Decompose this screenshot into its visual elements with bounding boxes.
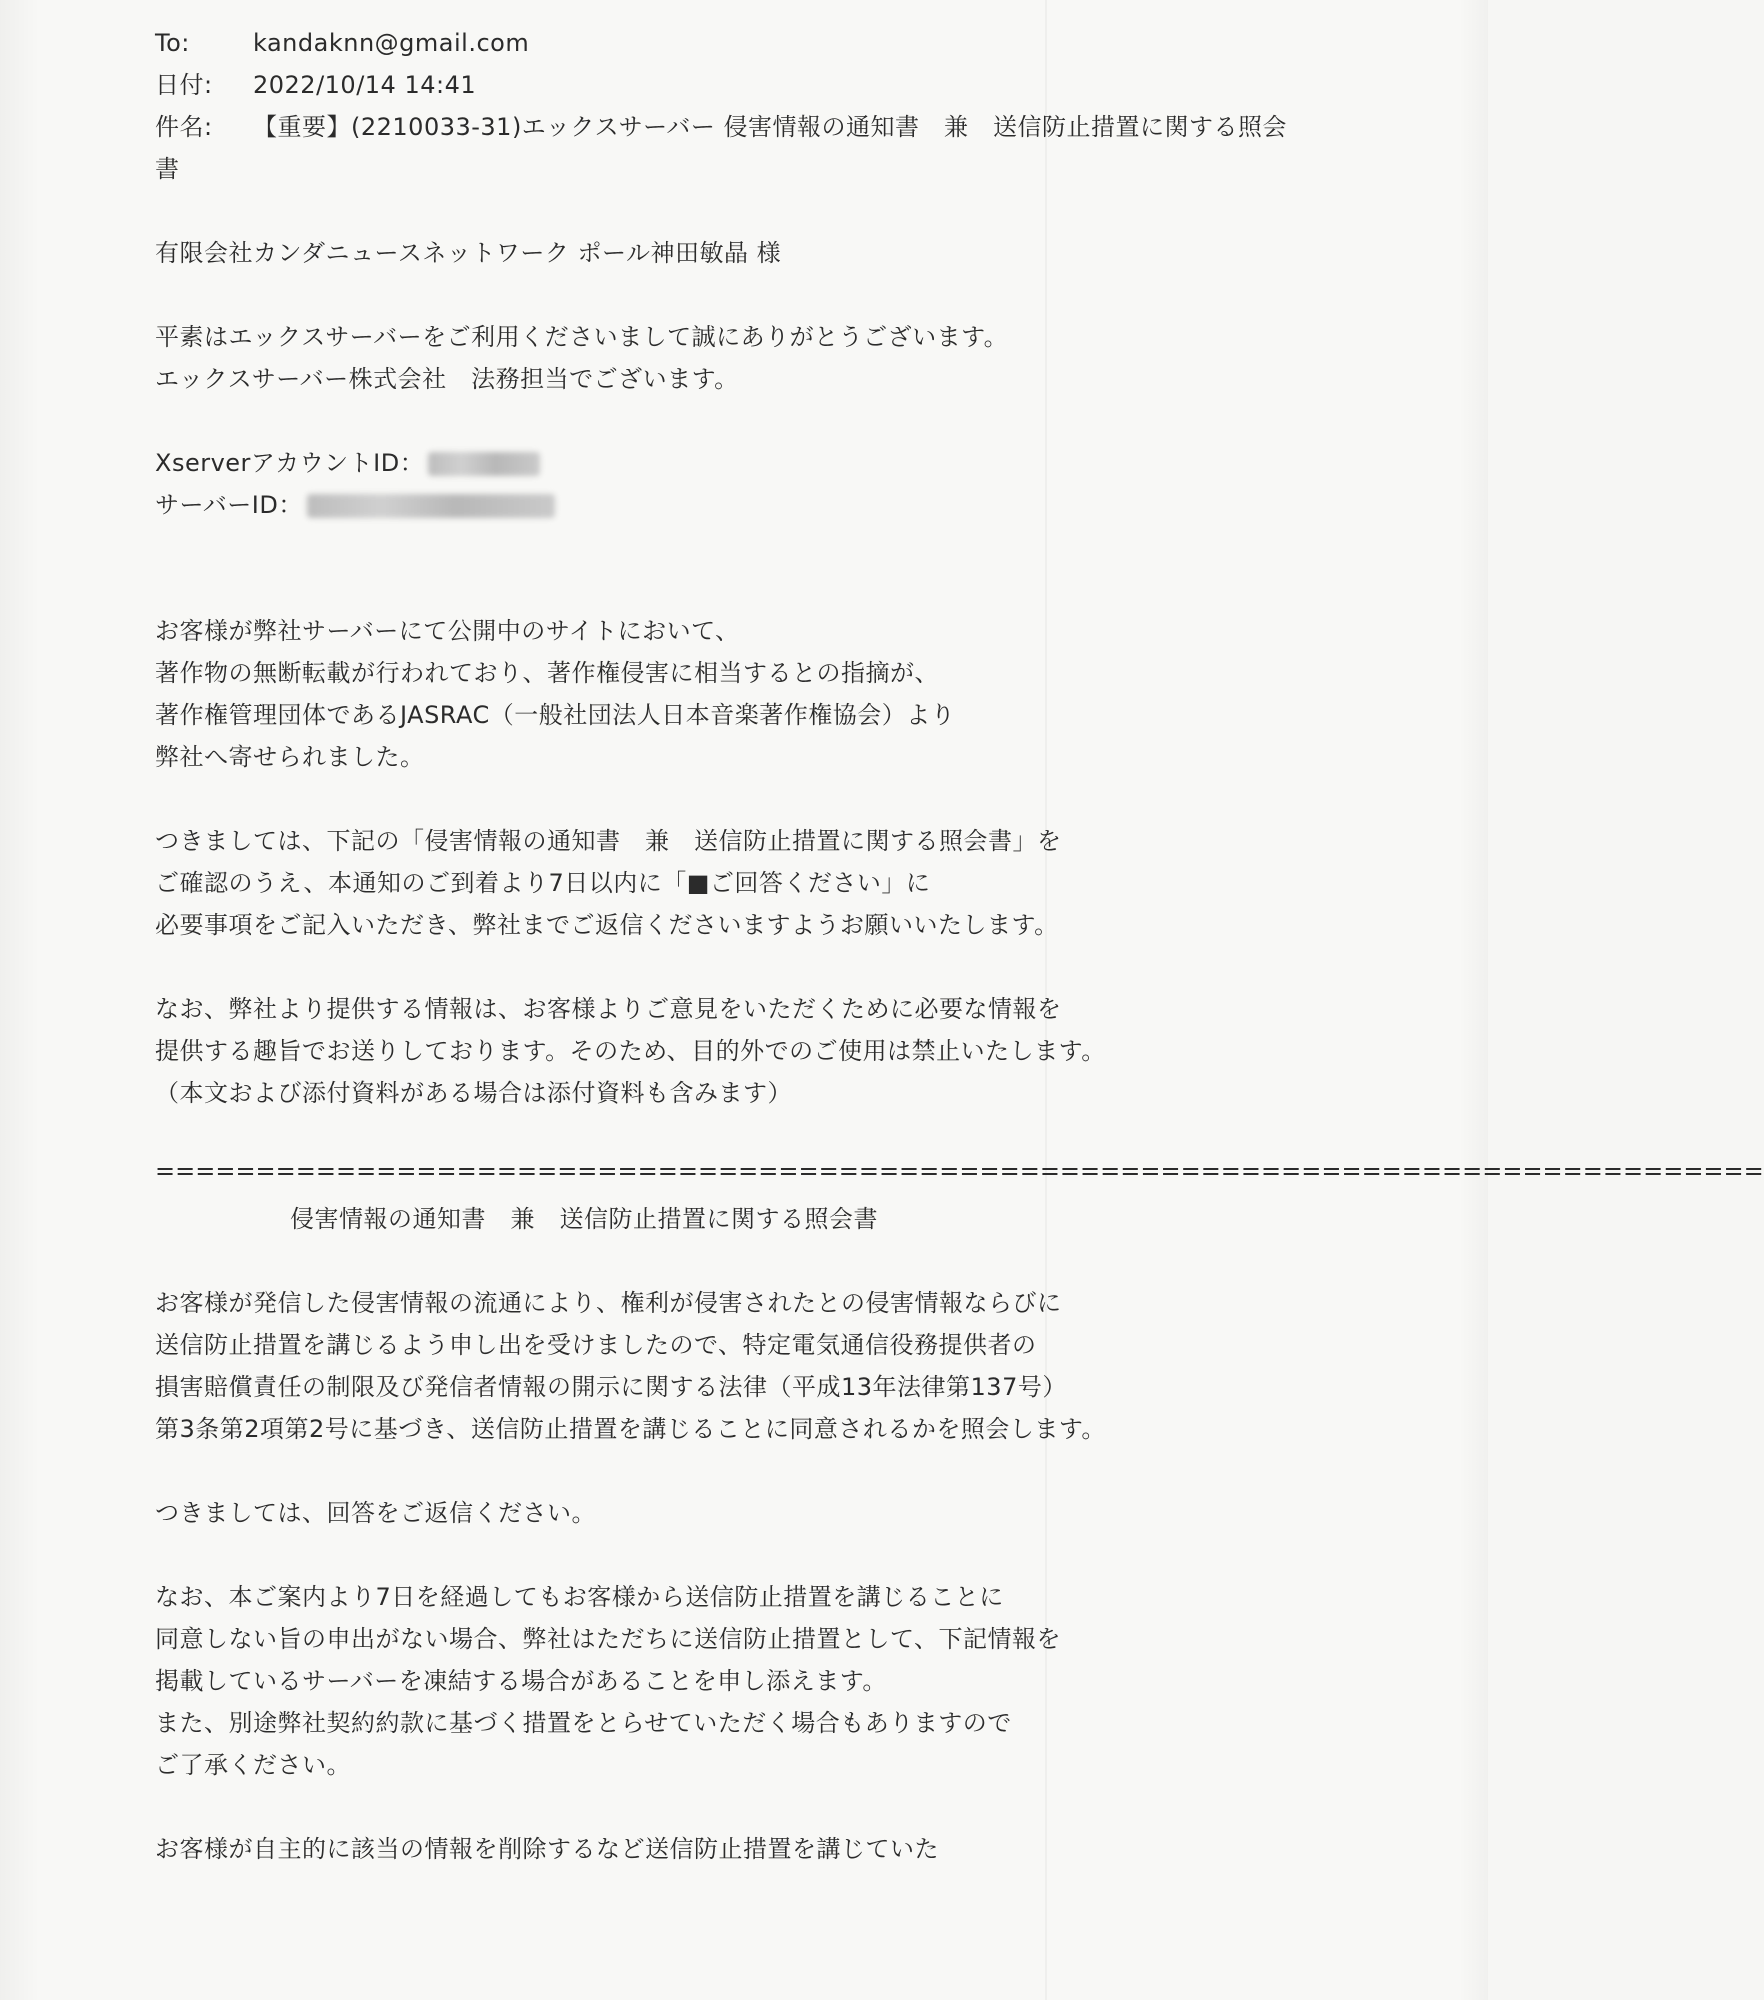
server-id-row <box>155 484 1355 526</box>
paragraph-line: 掲載しているサーバーを凍結する場合があることを申し添えます。 <box>155 1667 887 1695</box>
paragraph-line: お客様が発信した侵害情報の流通により、権利が侵害されたとの侵害情報ならびに <box>155 1289 1062 1317</box>
spacer <box>155 526 1355 610</box>
paragraph-usage-note <box>155 988 1355 1114</box>
greeting-paragraph <box>155 316 1355 400</box>
date-label: 日付: <box>155 71 213 99</box>
paragraph-line: 同意しない旨の申出がない場合、弊社はただちに送信防止措置として、下記情報を <box>155 1625 1062 1653</box>
email-printout <box>155 22 1764 1870</box>
spacer <box>155 946 1355 988</box>
paragraph-line: お客様が弊社サーバーにて公開中のサイトにおいて、 <box>155 617 740 645</box>
paragraph-deadline-warning <box>155 1576 1355 1786</box>
to-value: kandaknn@gmail.com <box>253 29 530 57</box>
redacted-server-id <box>307 494 555 518</box>
subject-row <box>155 106 1355 148</box>
date-row <box>155 64 1355 106</box>
paragraph-line: ご確認のうえ、本通知のご到着より7日以内に「■ご回答ください」に <box>155 869 931 897</box>
to-row <box>155 22 1355 64</box>
paragraph-line: なお、本ご案内より7日を経過してもお客様から送信防止措置を講じることに <box>155 1583 1004 1611</box>
paragraph-voluntary-removal <box>155 1828 1355 1870</box>
spacer <box>155 190 1355 232</box>
notice-title: 侵害情報の通知書 兼 送信防止措置に関する照会書 <box>290 1205 878 1233</box>
paragraph-line: ご了承ください。 <box>155 1751 351 1779</box>
spacer <box>155 1786 1355 1828</box>
paragraph-line: お客様が自主的に該当の情報を削除するなど送信防止措置を講じていた <box>155 1835 939 1863</box>
paragraph-report <box>155 610 1355 778</box>
paragraph-line: また、別途弊社契約約款に基づく措置をとらせていただく場合もありますので <box>155 1709 1012 1737</box>
to-label: To: <box>155 29 190 57</box>
paragraph-line: 弊社へ寄せられました。 <box>155 743 425 771</box>
paragraph-request <box>155 820 1355 946</box>
spacer <box>155 274 1355 316</box>
redacted-account-id <box>428 452 540 476</box>
paragraph-line: 著作物の無断転載が行われており、著作権侵害に相当するとの指摘が、 <box>155 659 939 687</box>
section-divider: ================================================================================ <box>155 1157 1764 1185</box>
paragraph-line: 必要事項をご記入いただき、弊社までご返信くださいますようお願いいたします。 <box>155 911 1059 939</box>
paragraph-line: 送信防止措置を講じるよう申し出を受けましたので、特定電気通信役務提供者の <box>155 1331 1037 1359</box>
account-id-row <box>155 442 1355 484</box>
paragraph-line: つきましては、下記の「侵害情報の通知書 兼 送信防止措置に関する照会書」を <box>155 827 1062 855</box>
paragraph-legal-basis <box>155 1282 1355 1450</box>
spacer <box>155 1450 1355 1492</box>
paragraph-line: （本文および添付資料がある場合は添付資料も含みます） <box>155 1079 792 1107</box>
greeting-line: エックスサーバー株式会社 法務担当でございます。 <box>155 365 739 393</box>
paragraph-reply-request <box>155 1492 1355 1534</box>
spacer <box>155 1534 1355 1576</box>
subject-label: 件名: <box>155 113 213 141</box>
server-id-label: サーバーID： <box>155 491 303 519</box>
greeting-line: 平素はエックスサーバーをご利用くださいまして誠にありがとうございます。 <box>155 323 1009 351</box>
paragraph-line: なお、弊社より提供する情報は、お客様よりご意見をいただくために必要な情報を <box>155 995 1062 1023</box>
paragraph-line: 第3条第2項第2号に基づき、送信防止措置を講じることに同意されるかを照会します。 <box>155 1415 1106 1443</box>
spacer <box>155 1240 1355 1282</box>
spacer <box>155 778 1355 820</box>
paragraph-line: 損害賠償責任の制限及び発信者情報の開示に関する法律（平成13年法律第137号） <box>155 1373 1067 1401</box>
account-id-label: XserverアカウントID： <box>155 449 425 477</box>
paragraph-line: 提供する趣旨でお送りしております。そのため、目的外でのご使用は禁止いたします。 <box>155 1037 1106 1065</box>
spacer <box>155 400 1355 442</box>
subject-continuation: 書 <box>155 155 180 183</box>
subject-value: 【重要】(2210033-31)エックスサーバー 侵害情報の通知書 兼 送信防止措置に関する照会 <box>253 113 1288 141</box>
date-value: 2022/10/14 14:41 <box>253 71 477 99</box>
spacer <box>155 1114 1355 1156</box>
addressee: 有限会社カンダニュースネットワーク ポール神田敏晶 様 <box>155 239 782 267</box>
paragraph-line: つきましては、回答をご返信ください。 <box>155 1499 596 1527</box>
paragraph-line: 著作権管理団体であるJASRAC（一般社団法人日本音楽著作権協会）より <box>155 701 956 729</box>
